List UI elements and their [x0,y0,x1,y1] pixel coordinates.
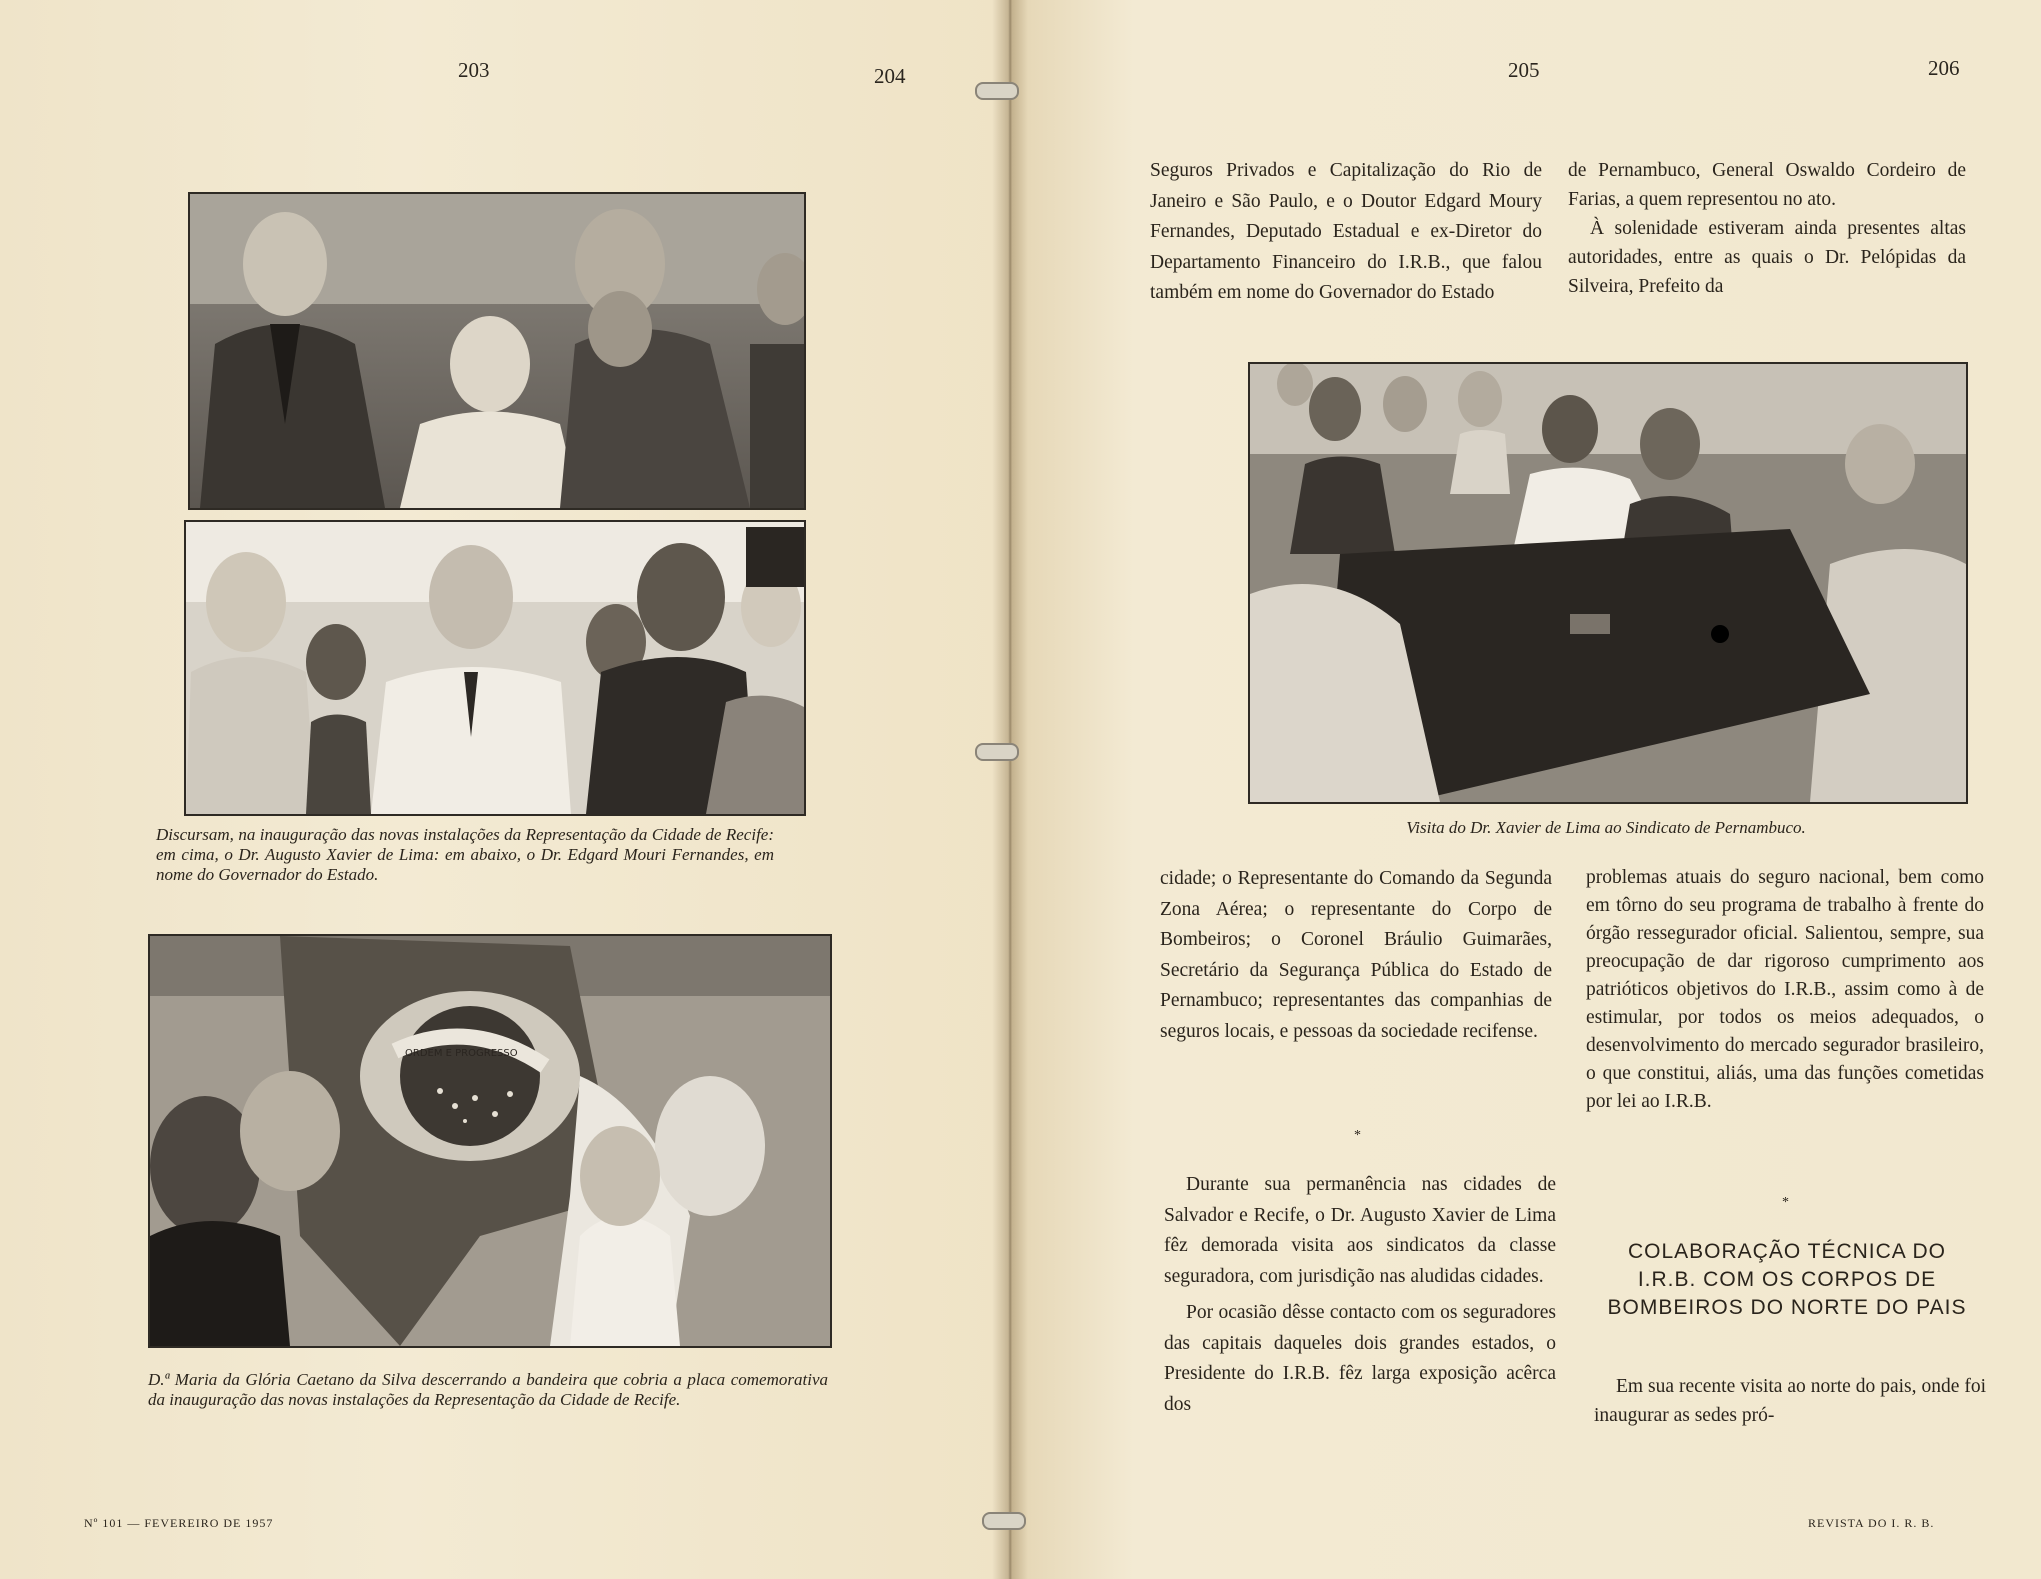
paragraph: Seguros Privados e Capitalização do Rio de Janeiro e São Paulo, e o Doutor Edgard Moury Fernandes, Deputado Estadual e ex-Diretor do Departamento Financeiro do I.R.B., que falou também em nome do Governador do Estado [1150,160,1542,303]
section-separator-right: * [1782,1195,1789,1210]
page-number-203: 203 [458,58,490,82]
text-p206-bottom-2 [1594,1372,1986,1430]
text-p206-bottom [1586,864,1984,1116]
photo-flag-unveiling [148,934,832,1348]
paragraph: À solenidade estiveram ainda presentes altas autoridades, entre as quais o Dr. Pelópidas da Silveira, Prefeito da [1568,218,1966,297]
paragraph: de Pernambuco, General Oswaldo Cordeiro de Farias, a quem representou no ato. [1568,160,1966,210]
paragraph: Por ocasião dêsse contacto com os seguradores das capitais daqueles dois grandes estados, o Presidente do I.R.B. fêz larga exposição acêrca dos [1164,1302,1556,1415]
staple-top [975,82,1019,100]
paragraph: Em sua recente visita ao norte do pais, onde foi inaugurar as sedes pró- [1594,1376,1986,1426]
caption-speakers: Discursam, na inauguração das novas instalações da Representação da Cidade de Recife: em cima, o Dr. Augusto Xavier de Lima: em abaixo, o Dr. Edgard Mouri Fernandes, em nome do Governador do Estado. [156,825,774,884]
photo-speaker-top [188,192,806,510]
page-number-205: 205 [1508,58,1540,82]
text-p205-top [1150,156,1542,309]
caption-meeting: Visita do Dr. Xavier de Lima ao Sindicato de Pernambuco. [1406,818,1806,837]
page-number-204: 204 [874,64,906,88]
caption-flag: D.ª Maria da Glória Caetano da Silva descerrando a bandeira que cobria a placa comemorativa da inauguração das novas instalações da Representação da Cidade de Recife. [148,1370,828,1409]
section-heading: COLABORAÇÃO TÉCNICA DO I.R.B. COM OS CORPOS DE BOMBEIROS DO NORTE DO PAIS [1607,1240,1967,1319]
text-p205-bottom [1160,864,1552,1047]
binding-gutter [992,0,1028,1579]
staple-bottom [982,1512,1026,1530]
flag-motto: ORDEM E PROGRESSO [405,1048,518,1059]
paragraph: problemas atuais do seguro nacional, bem como em tôrno do seu programa de trabalho à frente do órgão ressegurador oficial. Salientou, sempre, sua preocupação de dar rigoroso cumprimento aos patrióticos objetivos do I.R.B., assim como à de estimular, por todos os meios adequados, o desenvolvimento do mercado segurador brasileiro, o que constitui, aliás, uma das funções cometidas por lei ao I.R.B. [1586,867,1984,1112]
page-number-206: 206 [1928,56,1960,80]
footer-issue: Nº 101 — FEVEREIRO DE 1957 [84,1516,274,1530]
paragraph: Durante sua permanência nas cidades de Salvador e Recife, o Dr. Augusto Xavier de Lima fêz demorada visita aos sindicatos da classe seguradora, com jurisdição nas aludidas cidades. [1164,1174,1556,1287]
photo-meeting [1248,362,1968,804]
text-p206-top [1568,156,1966,301]
section-separator-left: * [1354,1128,1361,1143]
footer-journal: REVISTA DO I. R. B. [1808,1516,1935,1530]
paragraph: cidade; o Representante do Comando da Segunda Zona Aérea; o representante do Corpo de Bombeiros; o Coronel Bráulio Guimarães, Secretário da Segurança Pública do Estado de Pernambuco; representantes das companhias de seguros locais, e pessoas da sociedade recifense. [1160,868,1552,1042]
staple-middle [975,743,1019,761]
text-p205-bottom-2 [1164,1170,1556,1420]
photo-speaker-bottom [184,520,806,816]
